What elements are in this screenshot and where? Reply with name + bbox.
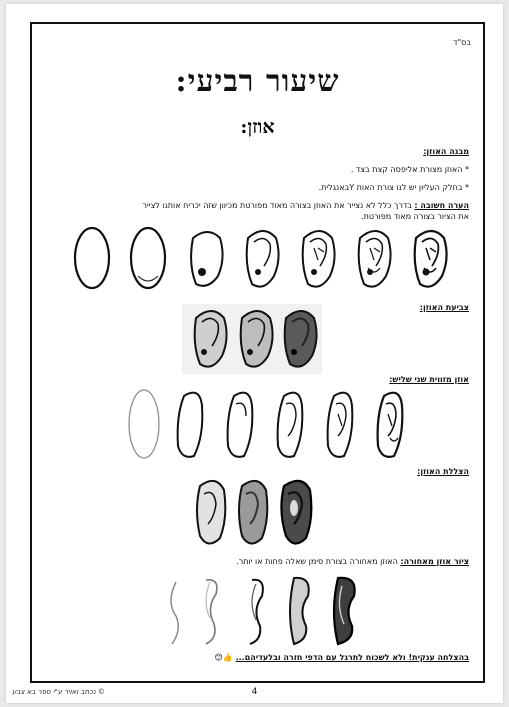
ear-step-2-illustration <box>131 228 165 288</box>
coloring-heading: צביעת האוזן: <box>419 303 469 312</box>
page-border <box>30 22 485 683</box>
back-view-text: האוזן מאחורה בצורת סימן שאלה פחות או יותר. <box>236 557 398 566</box>
corner-label: בס"ד <box>453 38 471 47</box>
note-label: הערה חשובה : <box>414 201 469 210</box>
bullet-1: * האוזן מצורת אליפסה קצת בצד . <box>350 165 469 174</box>
page-number: 4 <box>251 687 258 697</box>
ear-step-5-illustration <box>303 231 335 287</box>
closing-line <box>46 652 469 663</box>
ear-back-view-steps <box>162 572 372 648</box>
shading-heading: הצללת האוזן: <box>417 467 469 476</box>
closing-emoji: 👍😊 <box>214 653 233 662</box>
ear-step-7-illustration <box>415 231 447 287</box>
back-view-label: ציור אוזן מאחורה: <box>400 557 469 566</box>
structure-heading: מבנה האוזן: <box>423 147 469 156</box>
note-text-1: בדרך כלל לא נצייר את האוזן בצורה מאוד מפורטת מכיוון שזה יכריח אותנו לצייר <box>142 201 412 210</box>
bullet-2: * בחלק העליון יש לנו צורת האות Yבאנגלית. <box>318 183 469 192</box>
closing-text: בהצלחה ענקית! ולא לשכוח לתרגל עם הדפי חזרה ובלעדיהם... <box>235 653 469 662</box>
ear-step-3-illustration <box>191 232 222 286</box>
ear-shading-illustration <box>190 474 320 552</box>
three-quarter-heading: אוזן מזווית שני שליש: <box>389 375 469 384</box>
ear-step-4-illustration <box>247 231 279 287</box>
footer-credit: © נכתב ואויר ע"י ספר בא צבע <box>12 688 105 696</box>
note-text-2: את הציור בצורה מאוד מפורטת. <box>361 212 469 221</box>
page-title: שיעור רביעי: <box>175 64 340 99</box>
ear-coloring-illustration <box>182 304 322 374</box>
page-subtitle: אוזן: <box>240 116 275 138</box>
back-view-line <box>46 556 469 567</box>
document-page <box>6 4 503 703</box>
important-note <box>46 200 469 211</box>
ear-construction-steps <box>68 224 458 294</box>
ear-step-6-illustration <box>359 231 391 287</box>
ear-three-quarter-steps <box>122 386 412 462</box>
ear-step-1-illustration <box>75 228 109 288</box>
